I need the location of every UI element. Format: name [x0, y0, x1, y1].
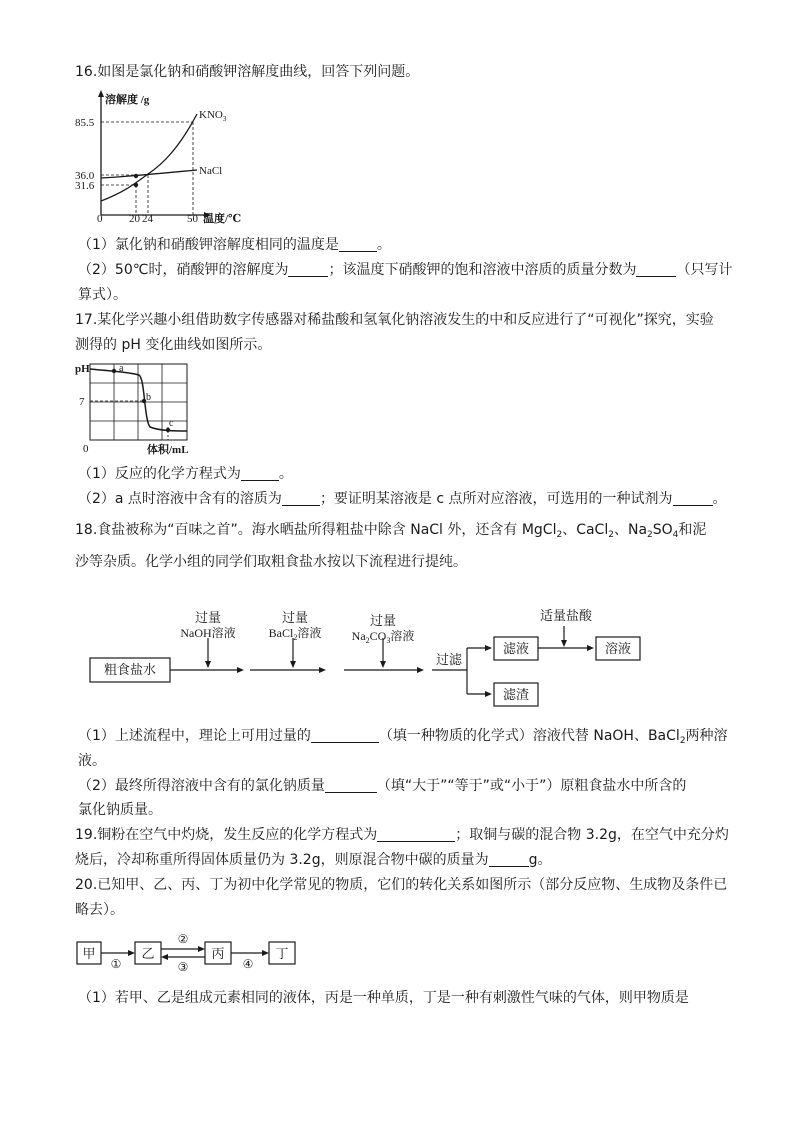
ph-xlabel: 体积/mL — [147, 444, 189, 456]
purification-flowchart — [82, 600, 642, 712]
label-a: a — [119, 363, 124, 374]
label-r3: ③ — [177, 960, 189, 974]
filtrate-label: 滤液 — [502, 641, 530, 656]
q16-part2-cont: 算式）。 — [78, 287, 127, 303]
point-a — [112, 369, 116, 373]
residue-label: 滤渣 — [502, 687, 530, 702]
ytick-36-0: 36.0 — [75, 170, 95, 182]
nacl-curve — [101, 170, 197, 178]
chart-origin: 0 — [97, 213, 103, 225]
q17-stem-line1: 17.某化学兴趣小组借助数字传感器对稀盐酸和氢氧化钠溶液发生的中和反应进行了“可视化”探究，实验 — [75, 312, 714, 328]
q19-line2: 烧后，冷却称重所得固体质量仍为 3.2g，则原混合物中碳的质量为 g。 — [75, 852, 552, 868]
q20-stem-line2: 略去）。 — [75, 902, 124, 918]
solution-label: 溶液 — [604, 641, 632, 656]
q17-part2: （2）a 点时溶液中含有的溶质为 ；要证明某溶液是 c 点所对应溶液，可选用的一种试剂为 。 — [78, 491, 727, 507]
q18-part2: （2）最终所得溶液中含有的氯化钠质量 （填“大于”“等于”或“小于”）原粗食盐水中所含的 — [78, 778, 687, 794]
q17-part1: （1）反应的化学方程式为 。 — [78, 466, 293, 482]
q20-part1: （1）若甲、乙是组成元素相同的液体，丙是一种单质，丁是一种有刺激性气味的气体，则甲物质是 — [78, 990, 689, 1006]
q16-part2: （2）50℃时，硝酸钾的溶解度为 ；该温度下硝酸钾的饱和溶液中溶质的质量分数为 （只写计 — [78, 262, 733, 278]
label-b: b — [146, 392, 151, 403]
label-r2: ② — [177, 932, 189, 946]
point-nacl-20 — [134, 174, 138, 178]
kno3-curve — [101, 114, 197, 201]
ytick-31-6: 31.6 — [75, 180, 95, 192]
q18-part1-cont: 液。 — [78, 753, 106, 769]
label-r1: ① — [110, 957, 122, 971]
label-ding: 丁 — [275, 946, 289, 961]
q18-part2-cont: 氯化钠质量。 — [78, 802, 162, 818]
label-c: c — [169, 418, 174, 429]
answer-blank[interactable] — [377, 827, 455, 842]
y-axis-arrow — [98, 90, 104, 97]
xtick-50: 50 — [187, 213, 198, 225]
q18-part1: （1）上述流程中，理论上可用过量的 （填一种物质的化学式）溶液代替 NaOH、BaCl$_2$两种溶 — [78, 728, 728, 746]
xtick-20: 20 — [129, 213, 140, 225]
answer-blank[interactable] — [673, 491, 713, 506]
answer-blank[interactable] — [489, 852, 529, 867]
label-jia: 甲 — [82, 946, 96, 961]
ph-origin: 0 — [83, 443, 89, 455]
q18-stem-line2: 沙等杂质。化学小组的同学们取粗食盐水按以下流程进行提纯。 — [75, 554, 467, 570]
answer-blank[interactable] — [636, 262, 676, 277]
label-yi: 乙 — [141, 946, 155, 961]
reagent3-top: 过量 — [369, 613, 397, 628]
label-bing: 丙 — [211, 946, 225, 961]
q16-part1: （1）氯化钠和硝酸钾溶解度相同的温度是 。 — [78, 237, 391, 253]
solubility-chart — [75, 88, 255, 228]
point-kno3-20 — [134, 183, 138, 187]
answer-blank[interactable] — [325, 778, 377, 793]
answer-blank[interactable] — [288, 262, 328, 277]
chart-ylabel: 溶解度 /g — [105, 94, 150, 106]
reagent2-top: 过量 — [281, 610, 309, 625]
filter-label: 过滤 — [435, 652, 463, 667]
ph-curve-chart — [75, 359, 200, 457]
flow-start: 粗食盐水 — [103, 662, 157, 677]
ph-seven: 7 — [79, 396, 85, 408]
reagent3-bottom: $Na_2CO_3$溶液 — [351, 629, 415, 645]
transformation-diagram — [75, 930, 300, 978]
answer-blank[interactable] — [282, 491, 320, 506]
q16-stem: 16.如图是氯化钠和硝酸钾溶解度曲线，回答下列问题。 — [75, 64, 420, 80]
kno3-label: $KNO_3$ — [199, 109, 227, 123]
chart-xlabel: 温度/℃ — [203, 213, 242, 225]
reagent1-bottom: NaOH溶液 — [180, 626, 236, 640]
acid-label: 适量盐酸 — [539, 608, 593, 623]
q17-stem-line2: 测得的 pH 变化曲线如图所示。 — [75, 337, 272, 353]
q20-stem-line1: 20.已知甲、乙、丙、丁为初中化学常见的物质，它们的转化关系如图所示（部分反应物、生成物及条件已 — [75, 877, 728, 893]
q19-line1: 19.铜粉在空气中灼烧，发生反应的化学方程式为 ；取铜与碳的混合物 3.2g，在空气中充分灼 — [75, 827, 729, 843]
reagent2-bottom: BaCl$_2$溶液 — [268, 626, 322, 642]
ph-ylabel: pH — [75, 363, 90, 375]
answer-blank[interactable] — [311, 728, 379, 743]
nacl-label: NaCl — [199, 165, 223, 177]
answer-blank[interactable] — [339, 237, 377, 252]
answer-blank[interactable] — [241, 466, 279, 481]
xtick-24: 24 — [142, 213, 153, 225]
reagent1-top: 过量 — [194, 610, 222, 625]
label-r4: ④ — [242, 957, 254, 971]
ytick-85-5: 85.5 — [75, 117, 95, 129]
q18-stem-line1: 18.食盐被称为“百味之首”。海水晒盐所得粗盐中除含 NaCl 外，还含有 MgCl$_2$、CaCl$_2$、$Na_2SO_4$和泥 — [75, 522, 707, 540]
